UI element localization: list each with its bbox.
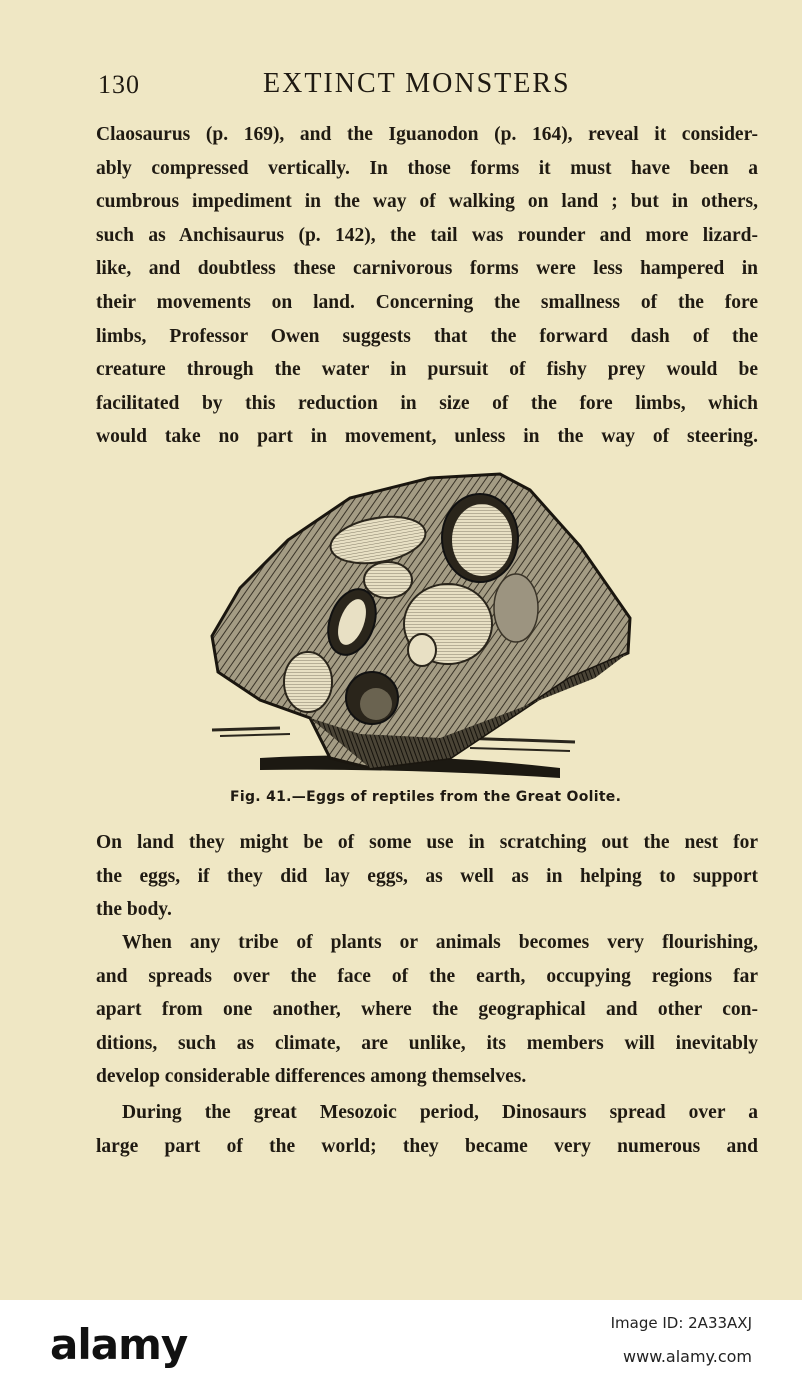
fossil-rock-drawing [200, 468, 650, 788]
running-title: EXTINCT MONSTERS [263, 68, 571, 99]
text-line: the eggs, if they did lay eggs, as well as in helping to support [96, 865, 758, 887]
page-number: 130 [98, 70, 140, 99]
text-line: ditions, such as climate, are unlike, its members will inevitably [96, 1032, 758, 1054]
text-line: develop considerable differences among themselves. [96, 1066, 527, 1088]
text-line: creature through the water in pursuit of fishy prey would be [96, 359, 758, 381]
stock-footer [0, 1300, 802, 1390]
text-line: During the great Mesozoic period, Dinosaurs spread over a [122, 1102, 758, 1123]
text-line: and spreads over the face of the earth, occupying regions far [96, 965, 758, 987]
alamy-logo: alamy [50, 1320, 188, 1369]
page-header [98, 66, 758, 106]
text-line: ably compressed vertically. In those forms it must have been a [96, 157, 758, 179]
text-line: such as Anchisaurus (p. 142), the tail was rounder and more lizard- [96, 224, 758, 246]
site-url[interactable]: www.alamy.com [623, 1347, 752, 1366]
text-line: the body. [96, 899, 172, 921]
paragraph-1 [96, 118, 758, 454]
text-line: would take no part in movement, unless in the way of steering. [96, 426, 758, 448]
text-line: On land they might be of some use in scratching out the nest for [96, 832, 758, 853]
fossil-eggs-illustration [200, 468, 650, 788]
image-id: Image ID: 2A33AXJ [610, 1314, 752, 1332]
text-line: apart from one another, where the geographical and other con- [96, 999, 758, 1021]
text-line: like, and doubtless these carnivorous forms were less hampered in [96, 258, 758, 280]
figure-label: Fig. 41. [230, 789, 292, 805]
paragraph-3 [96, 926, 758, 1094]
text-line: When any tribe of plants or animals becomes very flourishing, [122, 932, 758, 953]
figure-caption-text: —Eggs of reptiles from the Great Oolite. [291, 789, 622, 805]
text-line: limbs, Professor Owen suggests that the forward dash of the [96, 325, 758, 347]
text-line: Claosaurus (p. 169), and the Iguanodon (p. 164), reveal it consider- [96, 124, 758, 145]
figure-caption [230, 789, 621, 805]
paragraph-4 [96, 1096, 758, 1163]
text-line: cumbrous impediment in the way of walking on land ; but in others, [96, 191, 758, 213]
text-line: their movements on land. Concerning the smallness of the fore [96, 291, 758, 313]
text-line: large part of the world; they became very numerous and [96, 1135, 758, 1157]
text-line: facilitated by this reduction in size of the fore limbs, which [96, 392, 758, 414]
paragraph-2 [96, 826, 758, 927]
